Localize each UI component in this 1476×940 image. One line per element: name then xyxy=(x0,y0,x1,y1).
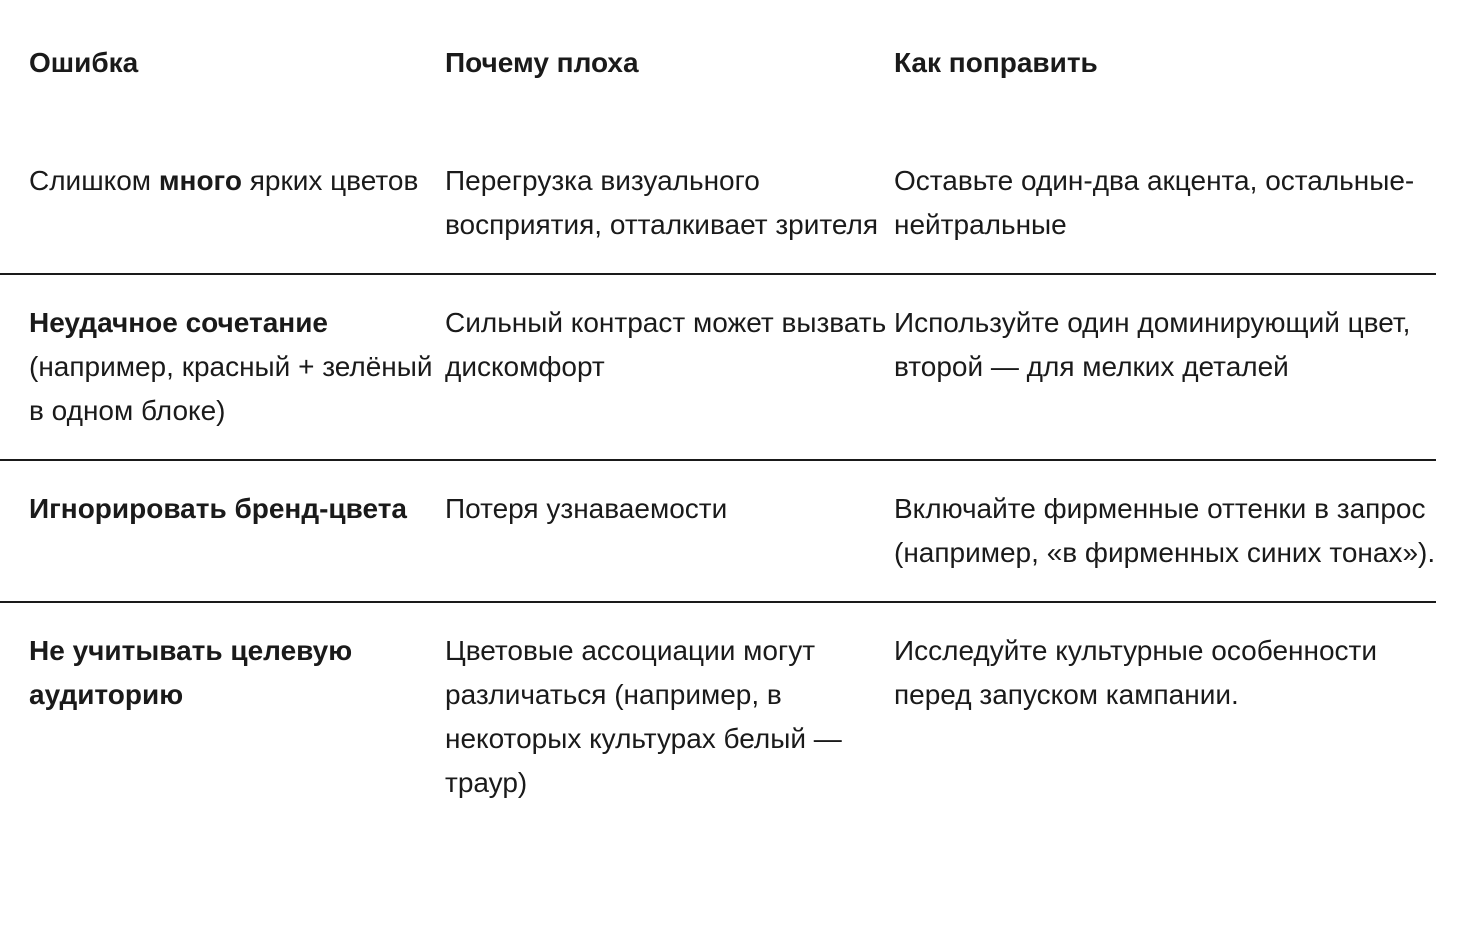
mistake-cell xyxy=(0,602,445,831)
mistake-bold-text: много xyxy=(158,165,242,196)
why-cell: Цветовые ассоциации могут различаться (например, в некоторых культурах белый — траур) xyxy=(445,635,842,798)
mistake-text: Слишком xyxy=(29,165,159,196)
mistake-cell xyxy=(0,133,445,274)
mistake-cell xyxy=(0,460,445,602)
header-why: Почему плоха xyxy=(445,47,639,78)
fix-cell: Исследуйте культурные особенности перед запуском кампании. xyxy=(894,635,1377,710)
mistake-bold-text: Игнорировать бренд-цвета xyxy=(29,493,407,524)
table-row xyxy=(0,274,1436,460)
fix-cell: Используйте один доминирующий цвет, второй — для мелких деталей xyxy=(894,307,1411,382)
mistake-text: ярких цветов xyxy=(241,165,419,196)
table-row xyxy=(0,460,1436,602)
header-mistake: Ошибка xyxy=(29,47,139,78)
mistake-cell xyxy=(0,274,445,460)
fix-cell: Оставьте один-два акцента, остальные-нейтральные xyxy=(894,165,1415,240)
mistake-text: (например, красный + зелёный в одном блоке) xyxy=(29,351,433,426)
table-row xyxy=(0,602,1436,831)
why-cell: Сильный контраст может вызвать дискомфорт xyxy=(445,307,887,382)
table-header xyxy=(0,0,1436,133)
table-row xyxy=(0,133,1436,274)
fix-cell: Включайте фирменные оттенки в запрос (например, «в фирменных синих тонах»). xyxy=(894,493,1436,568)
mistake-bold-text: Неудачное сочетание xyxy=(29,307,328,338)
why-cell: Потеря узнаваемости xyxy=(445,493,728,524)
why-cell: Перегрузка визуального восприятия, отталкивает зрителя xyxy=(445,165,879,240)
mistake-bold-text: Не учитывать целевую аудиторию xyxy=(29,635,353,710)
header-fix: Как поправить xyxy=(894,47,1098,78)
